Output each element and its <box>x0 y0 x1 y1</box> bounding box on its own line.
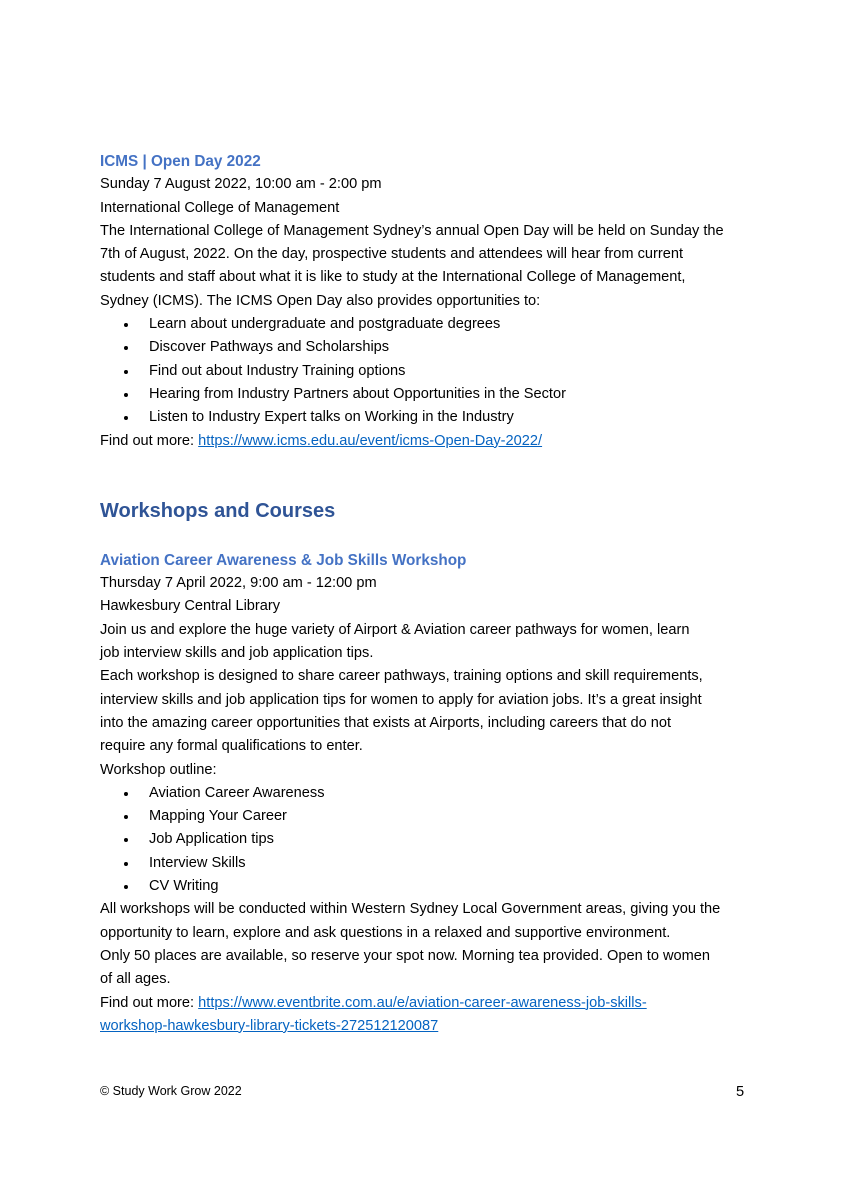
event-description-line: 7th of August, 2022. On the day, prospective students and attendees will hear from current <box>100 246 684 263</box>
list-item-text: Job Application tips <box>149 831 274 848</box>
list-item <box>100 360 760 383</box>
event-description-line: Sydney (ICMS). The ICMS Open Day also provides opportunities to: <box>100 292 541 309</box>
event-intro-line: interview skills and job application tips for women to apply for aviation jobs. It’s a great insight <box>100 691 702 708</box>
list-item-text: Mapping Your Career <box>149 808 287 825</box>
bullet-icon <box>124 323 128 327</box>
list-item <box>100 383 760 406</box>
bullet-icon <box>124 393 128 397</box>
find-out-more <box>100 430 760 453</box>
event-intro-line: Each workshop is designed to share career pathways, training options and skill requirements, <box>100 668 703 685</box>
page-number: 5 <box>736 1084 745 1100</box>
event-intro-line: require any formal qualifications to enter. <box>100 738 363 755</box>
event-location: Hawkesbury Central Library <box>100 598 281 615</box>
list-item <box>100 313 760 336</box>
bullet-icon <box>124 792 128 796</box>
event-closing-line: opportunity to learn, explore and ask questions in a relaxed and supportive environment. <box>100 924 671 941</box>
bullet-icon <box>124 416 128 420</box>
bullet-icon <box>124 370 128 374</box>
bullet-icon <box>124 815 128 819</box>
list-item <box>100 782 760 805</box>
eventbrite-link-part1[interactable]: https://www.eventbrite.com.au/e/aviation-career-awareness-job-skills- <box>198 994 647 1011</box>
workshop-outline-list <box>100 782 760 898</box>
list-item-text: Learn about undergraduate and postgraduate degrees <box>149 316 501 333</box>
opportunities-list <box>100 313 760 429</box>
event-closing-line: Only 50 places are available, so reserve your spot now. Morning tea provided. Open to women <box>100 947 711 964</box>
list-item-text: Find out about Industry Training options <box>149 362 406 379</box>
list-item-text: CV Writing <box>149 878 219 895</box>
list-item-text: Aviation Career Awareness <box>149 784 325 801</box>
event-aviation-workshop <box>100 549 760 1038</box>
list-item <box>100 336 760 359</box>
icms-open-day-link[interactable]: https://www.icms.edu.au/event/icms-Open-Day-2022/ <box>198 432 543 449</box>
event-icms-open-day <box>100 150 760 453</box>
list-item <box>100 852 760 875</box>
find-out-more-label: Find out more: <box>100 994 199 1011</box>
bullet-icon <box>124 346 128 350</box>
section-heading: Workshops and Courses <box>100 499 336 522</box>
eventbrite-link-part2[interactable]: workshop-hawkesbury-library-tickets-272512120087 <box>100 1017 439 1034</box>
list-item-text: Interview Skills <box>149 854 246 871</box>
find-out-more-continued <box>100 1015 760 1038</box>
event-title: Aviation Career Awareness & Job Skills Workshop <box>100 551 467 569</box>
event-intro-line: job interview skills and job application tips. <box>100 645 374 662</box>
document-page <box>100 150 760 1038</box>
footer-copyright: © Study Work Grow 2022 <box>100 1084 242 1098</box>
bullet-icon <box>124 885 128 889</box>
event-description-line: students and staff about what it is like to study at the International College of Management, <box>100 269 686 286</box>
list-item-text: Hearing from Industry Partners about Opportunities in the Sector <box>149 385 566 402</box>
workshop-outline-label: Workshop outline: <box>100 761 217 778</box>
bullet-icon <box>124 838 128 842</box>
list-item <box>100 406 760 429</box>
find-out-more <box>100 992 760 1015</box>
event-closing-line: All workshops will be conducted within Western Sydney Local Government areas, giving you the <box>100 901 721 918</box>
list-item <box>100 828 760 851</box>
event-intro-line: into the amazing career opportunities that exists at Airports, including careers that do not <box>100 714 672 731</box>
list-item-text: Listen to Industry Expert talks on Working in the Industry <box>149 409 514 426</box>
find-out-more-label: Find out more: <box>100 432 199 449</box>
event-location: International College of Management <box>100 199 340 216</box>
list-item <box>100 875 760 898</box>
event-title: ICMS | Open Day 2022 <box>100 153 261 170</box>
event-closing-line: of all ages. <box>100 971 171 988</box>
event-datetime: Sunday 7 August 2022, 10:00 am - 2:00 pm <box>100 176 382 193</box>
event-intro-line: Join us and explore the huge variety of Airport & Aviation career pathways for women, learn <box>100 621 690 638</box>
event-description-line: The International College of Management Sydney’s annual Open Day will be held on Sunday the <box>100 222 724 239</box>
list-item <box>100 805 760 828</box>
list-item-text: Discover Pathways and Scholarships <box>149 339 390 356</box>
event-datetime: Thursday 7 April 2022, 9:00 am - 12:00 pm <box>100 575 377 592</box>
bullet-icon <box>124 862 128 866</box>
